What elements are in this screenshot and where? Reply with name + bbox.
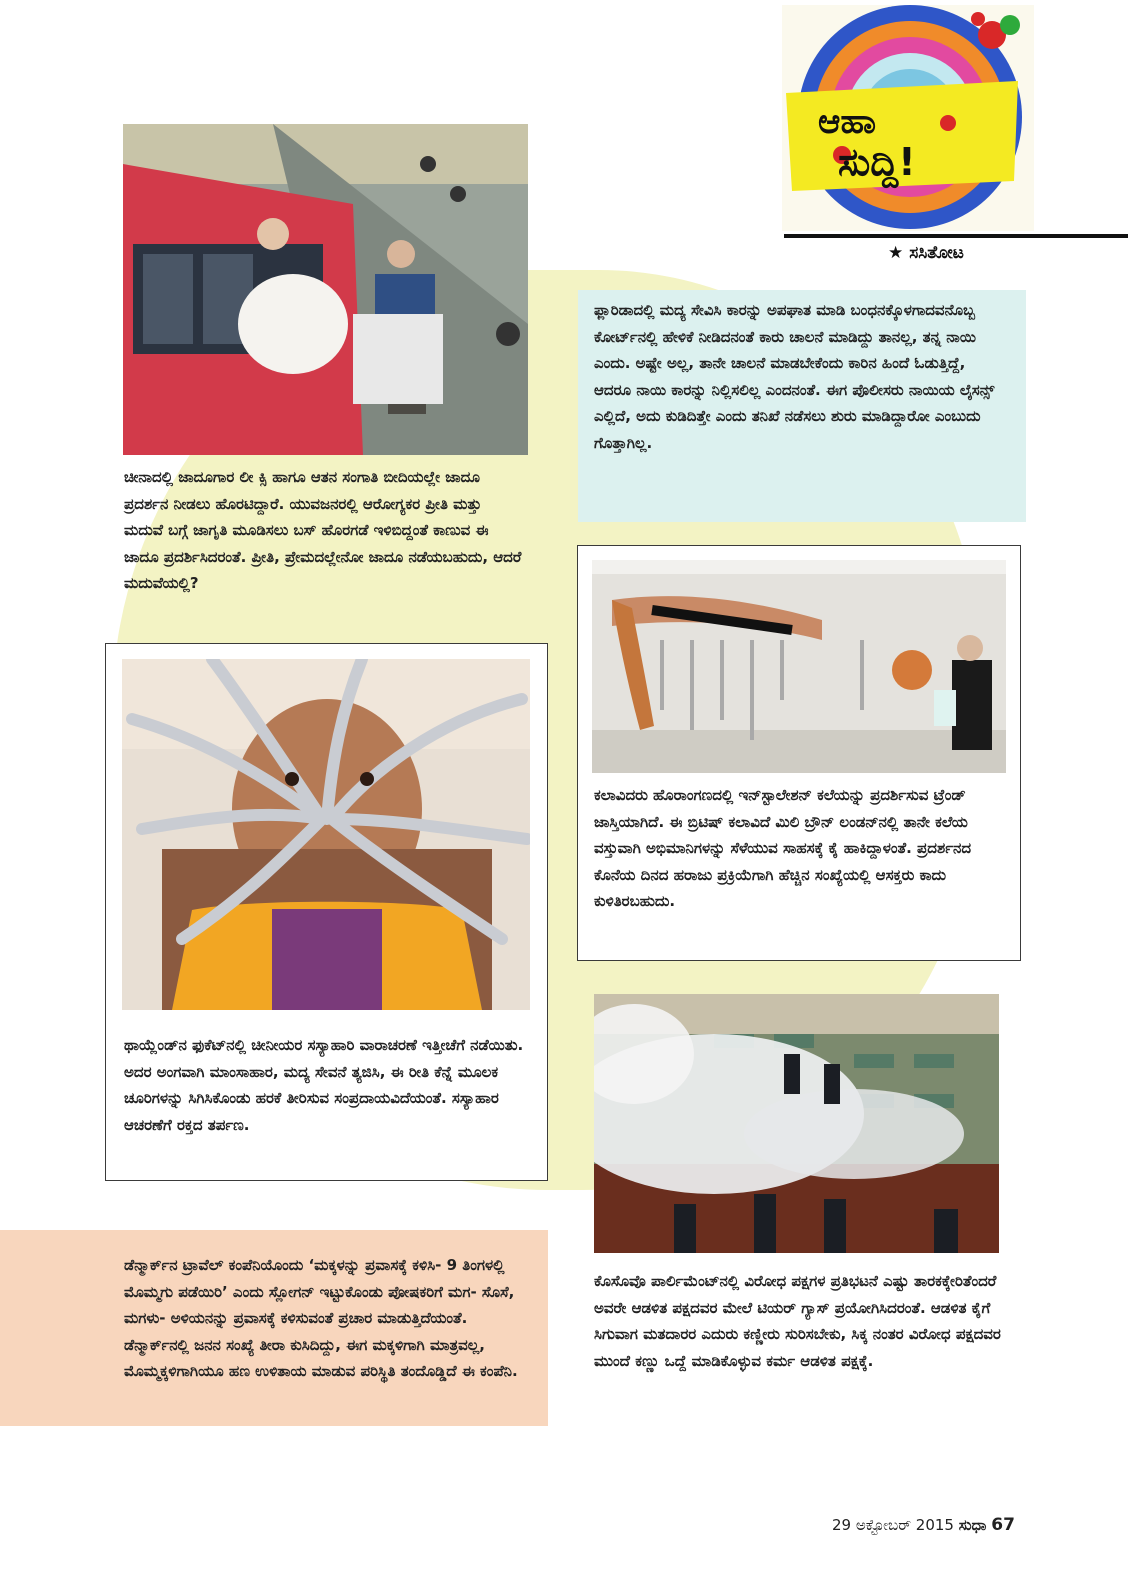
kosovo-parliament-photo: [594, 994, 999, 1253]
kosovo-story-text: ಕೊಸೊವೊ ಪಾರ್ಲಿಮೆಂಟ್‌ನಲ್ಲಿ ವಿರೋಧ ಪಕ್ಷಗಳ ಪ್ರತಿಭಟನೆ ಎಷ್ಟು ತಾರಕಕ್ಕೇರಿತೆಂದರೆ ಅವರೇ ಆಡಳಿತ ಪಕ್ಷದವರ ಮೇಲೆ ಟಿಯರ್ ಗ್ಯಾಸ್ ಪ್ರಯೋಗಿಸಿದರಂತೆ. ಆಡಳಿತ ಕೈಗೆ ಸಿಗುವಾಗ ಮತದಾರರ ಎದುರು ಕಣ್ಣೀರು ಸುರಿಸಬೇಕು, ಸಿಕ್ಕ ನಂತರ ವಿರೋಧ ಪಕ್ಷದವರ ಮುಂದೆ ಕಣ್ಣು ಒದ್ದೆ ಮಾಡಿಕೊಳ್ಳುವ ಕರ್ಮ ಆಡಳಿತ ಪಕ್ಷಕ್ಕೆ.: [594, 1272, 1001, 1370]
thailand-festival-photo: [122, 659, 530, 1010]
byline-author: ಸಸಿತೋಟ: [909, 243, 964, 263]
florida-story-text: ಫ್ಲಾರಿಡಾದಲ್ಲಿ ಮದ್ಯ ಸೇವಿಸಿ ಕಾರನ್ನು ಅಪಘಾತ ಮಾಡಿ ಬಂಧನಕ್ಕೊಳಗಾದವನೊಬ್ಬ ಕೋರ್ಟ್‌ನಲ್ಲಿ ಹೇಳಿಕೆ ನೀಡಿದನಂತೆ ಕಾರು ಚಾಲನೆ ಮಾಡಿದ್ದು ತಾನಲ್ಲ, ತನ್ನ ನಾಯಿ ಎಂದು. ಅಷ್ಟೇ ಅಲ್ಲ, ತಾನೇ ಚಾಲನೆ ಮಾಡಬೇಕೆಂದು ಕಾರಿನ ಹಿಂದೆ ಓಡುತ್ತಿದ್ದೆ, ಆದರೂ ನಾಯಿ ಕಾರನ್ನು ನಿಲ್ಲಿಸಲಿಲ್ಲ ಎಂದನಂತೆ. ಈಗ ಪೊಲೀಸರು ನಾಯಿಯ ಲೈಸನ್ಸ್ ಎಲ್ಲಿದೆ, ಅದು ಕುಡಿದಿತ್ತೇ ಎಂದು ತನಿಖೆ ನಡೆಸಲು ಶುರು ಮಾಡಿದ್ದಾರೋ ಎಂಬುದು ಗೊತ್ತಾಗಿಲ್ಲ.: [594, 301, 995, 452]
page-footer: [832, 1515, 1015, 1535]
magazine-name: ಸುಧಾ: [958, 1516, 987, 1534]
denmark-story-text: ಡೆನ್ಮಾರ್ಕ್‌ನ ಟ್ರಾವೆಲ್ ಕಂಪೆನಿಯೊಂದು ‘ಮಕ್ಕಳನ್ನು ಪ್ರವಾಸಕ್ಕೆ ಕಳಿಸಿ- 9 ತಿಂಗಳಲ್ಲಿ ಮೊಮ್ಮಗು ಪಡೆಯಿರಿ’ ಎಂದು ಸ್ಲೋಗನ್ ಇಟ್ಟುಕೊಂಡು ಪೋಷಕರಿಗೆ ಮಗ- ಸೊಸೆ, ಮಗಳು- ಅಳಿಯನನ್ನು ಪ್ರವಾಸಕ್ಕೆ ಕಳಿಸುವಂತೆ ಪ್ರಚಾರ ಮಾಡುತ್ತಿದೆಯಂತೆ. ಡೆನ್ಮಾರ್ಕ್‌ನಲ್ಲಿ ಜನನ ಸಂಖ್ಯೆ ತೀರಾ ಕುಸಿದಿದ್ದು, ಈಗ ಮಕ್ಕಳಿಗಾಗಿ ಮಾತ್ರವಲ್ಲ, ಮೊಮ್ಮಕ್ಕಳಿಗಾಗಿಯೂ ಹಣ ಉಳಿತಾಯ ಮಾಡುವ ಪರಿಸ್ಥಿತಿ ತಂದೊಡ್ಡಿದೆ ಈ ಕಂಪೆನಿ.: [124, 1256, 518, 1380]
art-story-text: ಕಲಾವಿದರು ಹೊರಾಂಗಣದಲ್ಲಿ ಇನ್‌ಸ್ಟಾಲೇಶನ್ ಕಲೆಯನ್ನು ಪ್ರದರ್ಶಿಸುವ ಟ್ರೆಂಡ್ ಜಾಸ್ತಿಯಾಗಿದೆ. ಈ ಬ್ರಿಟಿಷ್ ಕಲಾವಿದೆ ಮಿಲಿ ಬ್ರೌನ್ ಲಂಡನ್‌ನಲ್ಲಿ ತಾನೇ ಕಲೆಯ ವಸ್ತುವಾಗಿ ಅಭಿಮಾನಿಗಳನ್ನು ಸೆಳೆಯುವ ಸಾಹಸಕ್ಕೆ ಕೈ ಹಾಕಿದ್ದಾಳಂತೆ. ಪ್ರದರ್ಶನದ ಕೊನೆಯ ದಿನದ ಹರಾಜು ಪ್ರಕ್ರಿಯೆಗಾಗಿ ಹೆಚ್ಚಿನ ಸಂಖ್ಯೆಯಲ್ಲಿ ಆಸಕ್ತರು ಕಾದು ಕುಳಿತಿರಬಹುದು.: [594, 786, 972, 910]
thailand-story-text: ಥಾಯ್ಲೆಂಡ್‌ನ ಫುಕೆಟ್‌ನಲ್ಲಿ ಚೀನೀಯರ ಸಸ್ಯಾಹಾರಿ ವಾರಾಚರಣೆ ಇತ್ತೀಚೆಗೆ ನಡೆಯಿತು. ಅದರ ಅಂಗವಾಗಿ ಮಾಂಸಾಹಾರ, ಮದ್ಯ ಸೇವನೆ ತ್ಯಜಿಸಿ, ಈ ರೀತಿ ಕೆನ್ನೆ ಮೂಲಕ ಚೂರಿಗಳನ್ನು ಸಿಗಿಸಿಕೊಂಡು ಹರಕೆ ತೀರಿಸುವ ಸಂಪ್ರದಾಯವಿದೆಯಂತೆ. ಸಸ್ಯಾಹಾರ ಆಚರಣೆಗೆ ರಕ್ತದ ತರ್ಪಣ.: [124, 1036, 524, 1134]
logo-line1: ಆಹಾ: [818, 102, 877, 142]
page-number: 67: [991, 1515, 1015, 1535]
china-story-text: ಚೀನಾದಲ್ಲಿ ಜಾದೂಗಾರ ಲೀ ಕ್ಸಿ ಹಾಗೂ ಆತನ ಸಂಗಾತಿ ಬೀದಿಯಲ್ಲೇ ಜಾದೂ ಪ್ರದರ್ಶನ ನೀಡಲು ಹೊರಟಿದ್ದಾರೆ. ಯುವಜನರಲ್ಲಿ ಆರೋಗ್ಯಕರ ಪ್ರೀತಿ ಮತ್ತು ಮದುವೆ ಬಗ್ಗೆ ಜಾಗೃತಿ ಮೂಡಿಸಲು ಬಸ್ ಹೊರಗಡೆ ಇಳಿಬಿದ್ದಂತೆ ಕಾಣುವ ಈ ಜಾದೂ ಪ್ರದರ್ಶಿಸಿದರಂತೆ. ಪ್ರೀತಿ, ಪ್ರೇಮದಲ್ಲೇನೋ ಜಾದೂ ನಡೆಯಬಹುದು, ಆದರೆ ಮದುವೆಯಲ್ಲಿ?: [124, 468, 522, 592]
star-icon: ★: [888, 243, 904, 263]
art-installation-photo: [592, 560, 1006, 773]
header-rule: [784, 234, 1128, 238]
issue-date: 29 ಅಕ್ಟೋಬರ್ 2015: [832, 1516, 954, 1534]
china-magician-photo: [123, 124, 528, 455]
logo-line2: ಸುದ್ದಿ!: [838, 140, 916, 184]
byline: [888, 243, 964, 263]
aha-suddi-logo: [782, 5, 1034, 231]
